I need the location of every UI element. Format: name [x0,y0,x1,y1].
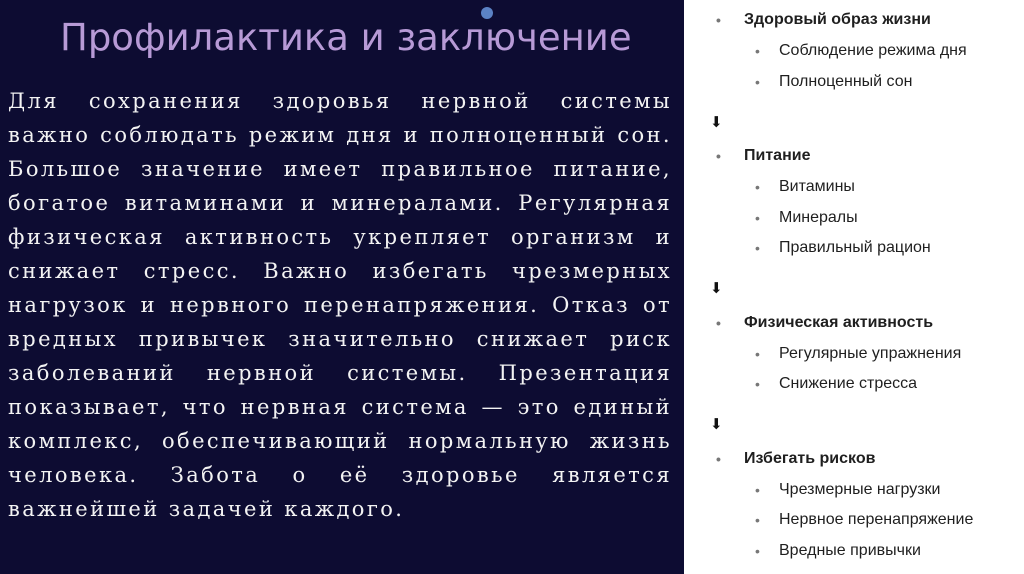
bullet-icon: • [755,482,760,498]
subitem-label: Витамины [779,178,855,195]
bullet-icon: • [716,148,721,164]
diagram-category [716,146,811,166]
subitem-label: Регулярные упражнения [779,345,962,362]
diagram-subitem [755,541,921,561]
diagram-category [716,449,876,469]
category-label: Здоровый образ жизни [744,11,931,28]
subitem-label: Чрезмерные нагрузки [779,481,941,498]
subitem-label: Вредные привычки [779,542,921,559]
diagram-subitem [755,374,918,394]
bullet-icon: • [755,512,760,528]
prevention-diagram [684,0,1024,574]
arrow-down-icon: ⬇ [710,416,723,433]
diagram-category [716,313,934,333]
diagram-subitem [755,238,931,258]
diagram-subitem [755,208,858,228]
bullet-icon: • [755,43,760,59]
subitem-label: Минералы [779,209,858,226]
bullet-icon: • [755,376,760,392]
bullet-icon: • [755,179,760,195]
subitem-label: Снижение стресса [779,375,918,392]
bullet-icon: • [755,74,760,90]
bullet-icon: • [716,315,721,331]
bullet-icon: • [716,12,721,28]
category-label: Питание [744,147,811,164]
arrow-down-icon: ⬇ [710,114,723,131]
slide-title: Профилактика и заключение [60,16,632,59]
slide-body-text: Для сохранения здоровья нервной системы важно соблюдать режим дня и полноценный сон. Большое значение имеет правильное питание, богатое витаминами и минералами. Регулярная физическая активность укрепляет организм и снижает стресс. Важно избегать чрезмерных нагрузок и нервного перенапряжения. Отказ от вредных привычек значительно снижает риск заболеваний нервной системы. Презентация показывает, что нервная система — это единый комплекс, обеспечивающий нормальную жизнь человека. Забота о её здоровье является важнейшей задачей каждого. [8,89,672,521]
subitem-label: Соблюдение режима дня [779,42,967,59]
subitem-label: Правильный рацион [779,239,931,256]
diagram-subitem [755,480,941,500]
diagram-subitem [755,41,967,61]
bullet-icon: • [755,543,760,559]
subitem-label: Полноценный сон [779,73,913,90]
diagram-subitem [755,72,913,92]
bullet-icon: • [716,451,721,467]
diagram-subitem [755,510,974,530]
diagram-category [716,10,931,30]
diagram-subitem [755,344,962,364]
subitem-label: Нервное перенапряжение [779,511,974,528]
category-label: Избегать рисков [744,450,876,467]
bullet-icon: • [755,240,760,256]
category-label: Физическая активность [744,314,934,331]
arrow-down-icon: ⬇ [710,280,723,297]
diagram-subitem [755,177,855,197]
bullet-icon: • [755,210,760,226]
bullet-icon: • [755,346,760,362]
